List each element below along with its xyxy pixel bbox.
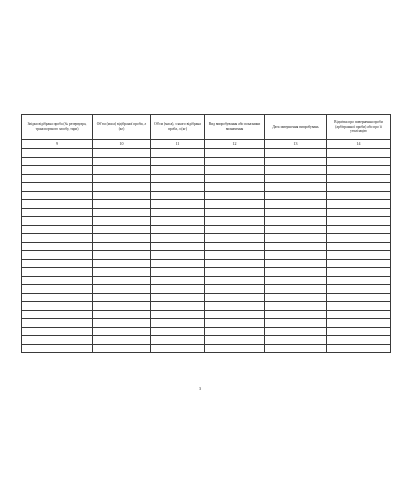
table-cell [22, 174, 93, 183]
table-row [22, 327, 391, 336]
table-cell [265, 234, 327, 243]
table-cell [93, 293, 151, 302]
table-cell [265, 191, 327, 200]
column-header-sample-source: Звідки відібрана проба (№ резервуара, транспортного засобу, тари) [22, 115, 93, 140]
table-cell [93, 149, 151, 158]
table-row [22, 183, 391, 192]
table-cell [22, 217, 93, 226]
table-row [22, 234, 391, 243]
table-cell [327, 293, 391, 302]
table-cell [327, 157, 391, 166]
table-cell [205, 191, 265, 200]
table-cell [205, 234, 265, 243]
table-cell [327, 242, 391, 251]
table-cell [93, 259, 151, 268]
table-cell [93, 191, 151, 200]
table-cell [327, 149, 391, 158]
table-cell [151, 344, 205, 353]
table-cell [205, 336, 265, 345]
table-cell [151, 242, 205, 251]
table-cell [151, 251, 205, 260]
table-row [22, 276, 391, 285]
table-cell [205, 302, 265, 311]
table-cell [22, 183, 93, 192]
table-cell [151, 319, 205, 328]
table-cell [265, 217, 327, 226]
table-cell [22, 166, 93, 175]
table-row [22, 157, 391, 166]
table-cell [151, 310, 205, 319]
table-cell [327, 183, 391, 192]
table-row [22, 293, 391, 302]
table-cell [93, 319, 151, 328]
table-cell [151, 149, 205, 158]
table-cell [93, 166, 151, 175]
table-cell [327, 336, 391, 345]
table-cell [93, 310, 151, 319]
table-cell [93, 327, 151, 336]
table-cell [22, 208, 93, 217]
table-cell [327, 234, 391, 243]
column-header-test-type: Вид випробування або показники визначення [205, 115, 265, 140]
table-cell [22, 234, 93, 243]
table-cell [265, 149, 327, 158]
table-cell [151, 217, 205, 226]
column-number: 9 [22, 140, 93, 149]
table-cell [151, 166, 205, 175]
table-row [22, 208, 391, 217]
table-cell [327, 327, 391, 336]
table-cell [265, 344, 327, 353]
table-cell [205, 285, 265, 294]
table-cell [151, 336, 205, 345]
table-cell [265, 259, 327, 268]
table-row [22, 217, 391, 226]
table-row [22, 310, 391, 319]
table-cell [151, 183, 205, 192]
table-cell [265, 242, 327, 251]
table-cell [22, 149, 93, 158]
table-body [22, 149, 391, 353]
table-row [22, 268, 391, 277]
table-cell [265, 285, 327, 294]
table-cell [327, 344, 391, 353]
table-cell [327, 259, 391, 268]
column-number: 14 [327, 140, 391, 149]
table-cell [327, 200, 391, 209]
table-cell [151, 302, 205, 311]
table-row [22, 174, 391, 183]
table-cell [93, 251, 151, 260]
table-row [22, 149, 391, 158]
column-header-source-volume: Об'єм (маса), з якого відібрана проба, л (кг) [151, 115, 205, 140]
table-cell [265, 166, 327, 175]
table-cell [93, 174, 151, 183]
table-cell [22, 259, 93, 268]
table-row [22, 344, 391, 353]
table-row [22, 242, 391, 251]
table-cell [327, 208, 391, 217]
table-cell [265, 174, 327, 183]
table-cell [22, 310, 93, 319]
table-cell [22, 251, 93, 260]
column-number-row [22, 140, 391, 149]
table-cell [93, 225, 151, 234]
table-cell [151, 208, 205, 217]
table-cell [205, 225, 265, 234]
table-row [22, 166, 391, 175]
table-cell [93, 242, 151, 251]
table-cell [327, 302, 391, 311]
column-number: 11 [151, 140, 205, 149]
table-cell [265, 336, 327, 345]
table-cell [265, 268, 327, 277]
table-cell [205, 259, 265, 268]
table-cell [93, 157, 151, 166]
table-cell [22, 319, 93, 328]
table-cell [265, 310, 327, 319]
table-cell [205, 276, 265, 285]
table-row [22, 251, 391, 260]
table-cell [22, 200, 93, 209]
table-cell [265, 157, 327, 166]
table-row [22, 259, 391, 268]
table-cell [327, 166, 391, 175]
table-cell [205, 268, 265, 277]
table-cell [265, 183, 327, 192]
table-cell [205, 157, 265, 166]
table-cell [205, 217, 265, 226]
table-cell [265, 327, 327, 336]
table-cell [93, 302, 151, 311]
table-cell [265, 319, 327, 328]
table-cell [93, 336, 151, 345]
table-cell [327, 319, 391, 328]
table-row [22, 200, 391, 209]
table-cell [151, 225, 205, 234]
table-cell [22, 191, 93, 200]
table-row [22, 319, 391, 328]
table-cell [93, 344, 151, 353]
table-cell [151, 285, 205, 294]
table-cell [151, 234, 205, 243]
column-header-sample-volume: Об'єм (маса) відібраної проби, л (кг) [93, 115, 151, 140]
table-cell [151, 200, 205, 209]
table-cell [327, 310, 391, 319]
table-cell [93, 234, 151, 243]
table-cell [151, 157, 205, 166]
table-cell [151, 259, 205, 268]
table-cell [22, 268, 93, 277]
column-header-test-completion-date: Дата завершення випробувань [265, 115, 327, 140]
table-cell [205, 310, 265, 319]
table-cell [265, 276, 327, 285]
table-cell [265, 208, 327, 217]
table-cell [205, 183, 265, 192]
table-cell [93, 217, 151, 226]
table-cell [93, 276, 151, 285]
table-cell [22, 225, 93, 234]
table-cell [205, 344, 265, 353]
table-row [22, 285, 391, 294]
table-cell [327, 191, 391, 200]
page-number: 3 [199, 386, 201, 391]
table-header-row [22, 115, 391, 140]
table-cell [327, 174, 391, 183]
table-row [22, 336, 391, 345]
table-cell [265, 293, 327, 302]
table-cell [205, 293, 265, 302]
table-row [22, 225, 391, 234]
sampling-journal-table [21, 114, 391, 353]
table-cell [327, 251, 391, 260]
table-cell [265, 251, 327, 260]
table-cell [205, 200, 265, 209]
table-cell [151, 268, 205, 277]
column-number: 12 [205, 140, 265, 149]
table-cell [22, 327, 93, 336]
table-cell [265, 302, 327, 311]
table-row [22, 302, 391, 311]
table-cell [205, 242, 265, 251]
table-cell [22, 336, 93, 345]
table-cell [22, 157, 93, 166]
column-number: 13 [265, 140, 327, 149]
table-cell [93, 200, 151, 209]
table-cell [205, 208, 265, 217]
table-cell [205, 166, 265, 175]
table-cell [93, 183, 151, 192]
table-cell [205, 149, 265, 158]
table-cell [22, 293, 93, 302]
table-cell [22, 302, 93, 311]
table-cell [93, 285, 151, 294]
table-cell [151, 174, 205, 183]
table-cell [205, 319, 265, 328]
table-cell [151, 327, 205, 336]
column-header-return-or-disposal-mark: Відмітка про повернення проби (арбітражної проби) або про її утилізацію [327, 115, 391, 140]
table-cell [151, 293, 205, 302]
table-cell [205, 251, 265, 260]
table-cell [327, 217, 391, 226]
table-cell [327, 276, 391, 285]
table-cell [22, 344, 93, 353]
table-cell [205, 174, 265, 183]
table-cell [151, 276, 205, 285]
table-cell [205, 327, 265, 336]
table-cell [327, 268, 391, 277]
table-cell [265, 200, 327, 209]
table-cell [151, 191, 205, 200]
table-cell [93, 268, 151, 277]
table-cell [22, 276, 93, 285]
table-cell [327, 285, 391, 294]
column-number: 10 [93, 140, 151, 149]
table-cell [93, 208, 151, 217]
table-cell [22, 285, 93, 294]
table-row [22, 191, 391, 200]
table-cell [327, 225, 391, 234]
table-cell [265, 225, 327, 234]
table-cell [22, 242, 93, 251]
